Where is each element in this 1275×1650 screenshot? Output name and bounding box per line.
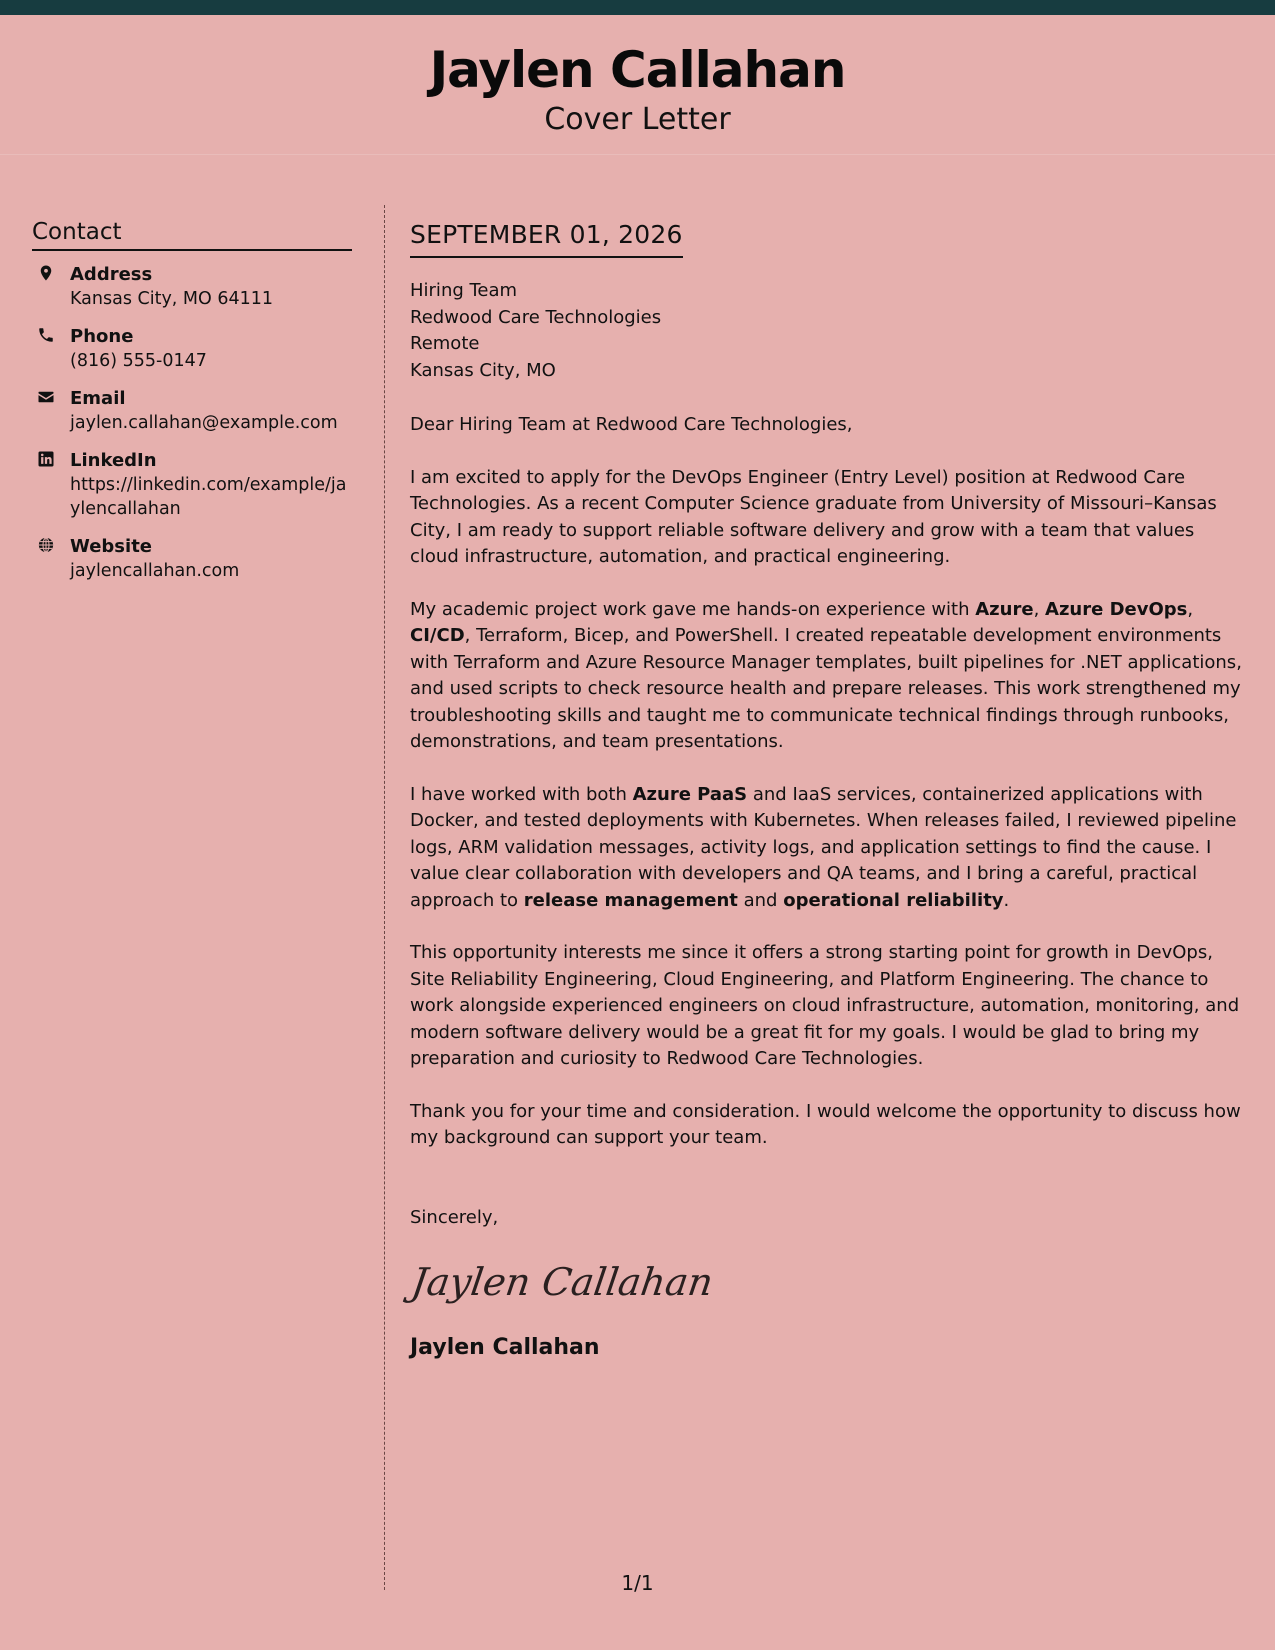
contact-item-address — [32, 263, 352, 311]
contact-item-email — [32, 387, 352, 435]
contact-label: Website — [70, 536, 153, 558]
paragraph — [410, 597, 1248, 756]
paragraph — [410, 940, 1248, 1073]
paragraph — [410, 1099, 1248, 1152]
linkedin-icon — [34, 449, 58, 474]
signature-text: Jaylen Callahan — [408, 1261, 716, 1305]
emphasis-text: CI/CD — [410, 625, 465, 646]
linkedin-link[interactable]: https://linkedin.com/example/jaylencallahan — [70, 475, 347, 520]
email-link[interactable]: jaylen.callahan@example.com — [70, 413, 338, 434]
page-number: 1/1 — [621, 1571, 654, 1595]
contact-heading: Contact — [32, 220, 352, 251]
applicant-name: Jaylen Callahan — [429, 41, 846, 99]
salutation: Dear Hiring Team at Redwood Care Technologies, — [410, 414, 853, 435]
letter-body — [410, 220, 1250, 1361]
emphasis-text: operational reliability — [783, 889, 1004, 911]
top-accent-bar — [0, 0, 1275, 15]
recipient-line: Remote — [410, 333, 480, 354]
paragraph — [410, 465, 1248, 571]
contact-label: Address — [70, 264, 153, 286]
map-pin-icon — [34, 263, 58, 288]
paragraph-text: and — [737, 889, 784, 911]
envelope-icon — [34, 387, 58, 412]
paragraph-text: I have worked with both — [410, 783, 633, 805]
paragraph-text: I am excited to apply for the DevOps Engineer (Entry Level) position at Redwood Care Technologies. As a recent Computer Science graduate from University of Missouri–Kansas City, I am ready to support reliable software delivery and grow with a team that values cloud infrastructure, automation, and practical engineering. — [410, 466, 1217, 567]
paragraph-text: Thank you for your time and consideration. I would welcome the opportunity to discuss how my background can support your team. — [410, 1100, 1241, 1148]
paragraph — [410, 782, 1248, 915]
contact-label: Email — [70, 388, 126, 410]
globe-icon — [34, 535, 58, 560]
recipient-line: Hiring Team — [410, 280, 518, 301]
emphasis-text: release management — [523, 889, 738, 911]
paragraph-text: This opportunity interests me since it offers a strong starting point for growth in DevOps, Site Reliability Engineering, Cloud Engineering, and Platform Engineering. The chance to work alongside experienced engineers on cloud infrastructure, automation, monitoring, and modern software delivery would be a great fit for my goals. I would be glad to bring my preparation and curiosity to Redwood Care Technologies. — [410, 942, 1240, 1069]
contact-item-linkedin — [32, 449, 352, 521]
paragraph-text: . — [1003, 889, 1010, 911]
recipient-block — [410, 278, 1250, 384]
paragraph-text: My academic project work gave me hands-on experience with — [410, 598, 976, 620]
contact-label: Phone — [70, 326, 134, 348]
phone-icon — [34, 325, 58, 350]
paragraph-text: , — [1033, 598, 1046, 620]
address-value: Kansas City, MO 64111 — [70, 289, 274, 310]
website-link[interactable]: jaylencallahan.com — [70, 561, 240, 582]
column-divider — [384, 205, 385, 1590]
recipient-line: Redwood Care Technologies — [410, 306, 662, 328]
recipient-line: Kansas City, MO — [410, 359, 556, 381]
emphasis-text: Azure DevOps — [1045, 598, 1188, 620]
signer-name: Jaylen Callahan — [410, 1335, 600, 1360]
paragraph-text: , Terraform, Bicep, and PowerShell. I created repeatable development environments with Terraform and Azure Resource Manager templates, built pipelines for .NET applications, and used scripts to check resource health and prepare releases. This work strengthened my troubleshooting skills and taught me to communicate technical findings through runbooks, demonstrations, and team presentations. — [410, 625, 1242, 752]
document-subtitle: Cover Letter — [544, 102, 731, 137]
contact-item-website — [32, 535, 352, 583]
handwritten-signature — [408, 1253, 1250, 1313]
paragraph-text: and IaaS services, containerized applications with Docker, and tested deployments with Kubernetes. When releases failed, I reviewed pipeline logs, ARM validation messages, activity logs, and application settings to find the cause. I value clear collaboration with developers and QA teams, and I bring a careful, practical approach to — [410, 783, 1237, 911]
emphasis-text: Azure — [975, 598, 1034, 620]
letter-date: SEPTEMBER 01, 2026 — [410, 220, 683, 258]
closing: Sincerely, — [410, 1206, 499, 1228]
contact-item-phone — [32, 325, 352, 373]
phone-value: (816) 555-0147 — [70, 351, 207, 372]
page-header — [0, 15, 1275, 155]
paragraph-text: , — [1187, 598, 1194, 620]
emphasis-text: Azure PaaS — [632, 783, 748, 805]
contact-label: LinkedIn — [70, 450, 157, 472]
contact-sidebar — [32, 220, 352, 597]
